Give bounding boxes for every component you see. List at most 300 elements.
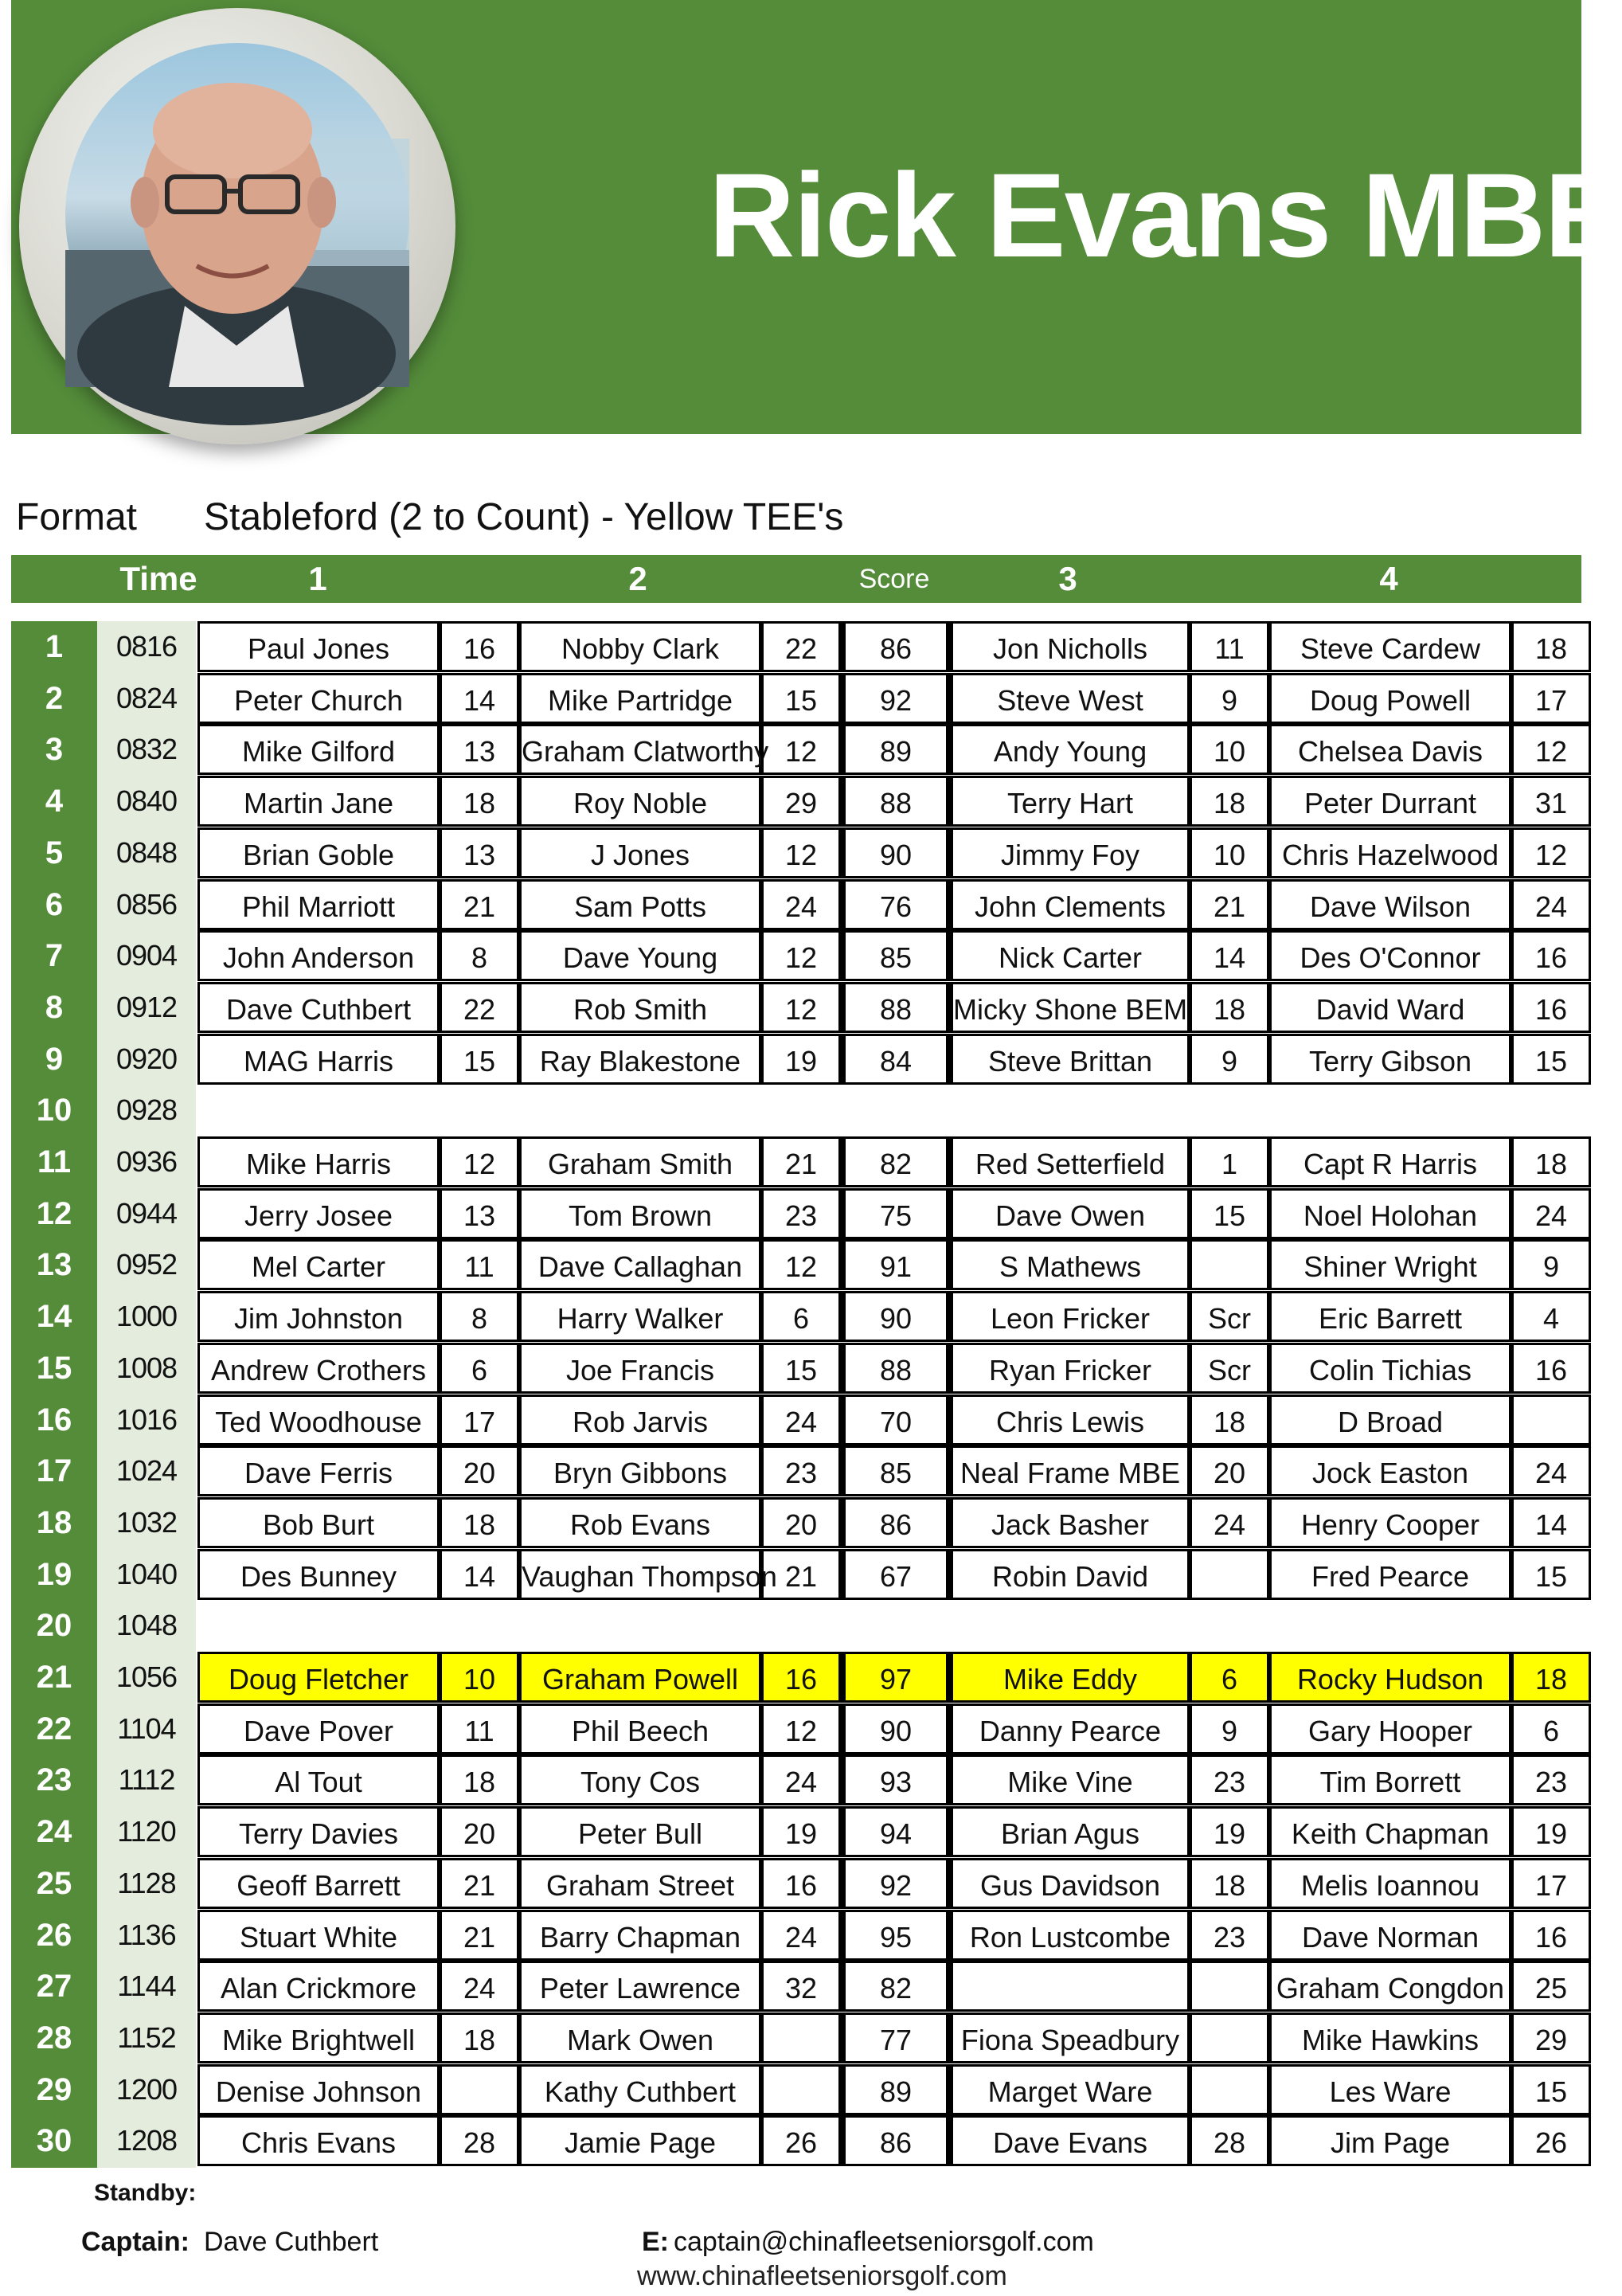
group-number: 9 bbox=[45, 1041, 64, 1077]
captain-name: Dave Cuthbert bbox=[204, 2227, 379, 2257]
group-number: 24 bbox=[36, 1814, 72, 1850]
player-2-cell: Bryn Gibbons bbox=[519, 1445, 761, 1496]
handicap-3-cell bbox=[1190, 2064, 1269, 2115]
column-header-player-3: 3 bbox=[1058, 560, 1077, 597]
group-number: 11 bbox=[37, 1144, 72, 1179]
handicap-3-cell: 23 bbox=[1190, 1910, 1269, 1961]
score-cell: 90 bbox=[841, 1703, 951, 1754]
table-row bbox=[0, 1703, 1593, 1754]
handicap-4-cell: 29 bbox=[1511, 2012, 1591, 2063]
handicap-2-cell: 12 bbox=[761, 930, 841, 981]
handicap-2-cell: 20 bbox=[761, 1497, 841, 1548]
player-4-cell: Jim Page bbox=[1269, 2115, 1511, 2166]
table-row bbox=[0, 621, 1593, 672]
handicap-3-cell bbox=[1190, 1239, 1269, 1290]
table-row bbox=[0, 982, 1593, 1033]
group-number: 5 bbox=[45, 835, 64, 870]
handicap-2-cell: 23 bbox=[761, 1445, 841, 1496]
player-4-cell: Shiner Wright bbox=[1269, 1239, 1511, 1290]
player-3-cell: Danny Pearce bbox=[951, 1703, 1190, 1754]
player-4-cell: Gary Hooper bbox=[1269, 1703, 1511, 1754]
player-1-cell: Terry Davies bbox=[197, 1806, 440, 1857]
group-number: 26 bbox=[36, 1917, 72, 1953]
table-row bbox=[0, 1549, 1593, 1600]
player-1-cell: Denise Johnson bbox=[197, 2064, 440, 2115]
player-1-cell: Andrew Crothers bbox=[197, 1343, 440, 1394]
player-2-cell: Mark Owen bbox=[519, 2012, 761, 2063]
group-number: 16 bbox=[36, 1402, 72, 1437]
handicap-1-cell: 20 bbox=[440, 1806, 519, 1857]
handicap-3-cell: 28 bbox=[1190, 2115, 1269, 2166]
handicap-4-cell: 4 bbox=[1511, 1291, 1591, 1342]
handicap-2-cell: 19 bbox=[761, 1034, 841, 1085]
player-2-cell: Sam Potts bbox=[519, 879, 761, 930]
player-1-cell: Mike Brightwell bbox=[197, 2012, 440, 2063]
player-4-cell: Jock Easton bbox=[1269, 1445, 1511, 1496]
table-row bbox=[0, 1291, 1593, 1342]
player-1-cell: Jerry Josee bbox=[197, 1188, 440, 1239]
group-number: 12 bbox=[36, 1195, 72, 1231]
player-3-cell: Dave Owen bbox=[951, 1188, 1190, 1239]
handicap-3-cell: 24 bbox=[1190, 1497, 1269, 1548]
handicap-4-cell: 12 bbox=[1511, 724, 1591, 775]
column-header-player-4: 4 bbox=[1379, 560, 1398, 597]
score-cell: 88 bbox=[841, 1343, 951, 1394]
player-3-cell: Steve West bbox=[951, 673, 1190, 724]
tee-time: 0904 bbox=[115, 939, 178, 972]
player-3-cell: Steve Brittan bbox=[951, 1034, 1190, 1085]
player-1-cell: Stuart White bbox=[197, 1910, 440, 1961]
handicap-3-cell bbox=[1190, 2012, 1269, 2063]
player-3-cell: Micky Shone BEM bbox=[951, 982, 1190, 1033]
score-cell: 86 bbox=[841, 1497, 951, 1548]
handicap-3-cell bbox=[1190, 1549, 1269, 1600]
handicap-1-cell: 21 bbox=[440, 1910, 519, 1961]
score-cell: 84 bbox=[841, 1034, 951, 1085]
email-label: E: bbox=[642, 2227, 669, 2257]
score-cell: 89 bbox=[841, 2064, 951, 2115]
handicap-4-cell: 24 bbox=[1511, 1445, 1591, 1496]
player-4-cell: Chris Hazelwood bbox=[1269, 827, 1511, 878]
table-row bbox=[0, 776, 1593, 827]
table-row bbox=[0, 2012, 1593, 2063]
player-3-cell bbox=[951, 1961, 1190, 2012]
table-row bbox=[0, 1343, 1593, 1394]
column-header-player-1: 1 bbox=[308, 560, 327, 597]
handicap-1-cell: 13 bbox=[440, 1188, 519, 1239]
player-3-cell: Marget Ware bbox=[951, 2064, 1190, 2115]
group-number: 29 bbox=[36, 2071, 72, 2107]
table-row bbox=[0, 2064, 1593, 2115]
player-4-cell: D Broad bbox=[1269, 1394, 1511, 1445]
handicap-2-cell: 6 bbox=[761, 1291, 841, 1342]
player-1-cell: Martin Jane bbox=[197, 776, 440, 827]
handicap-3-cell: 20 bbox=[1190, 1445, 1269, 1496]
player-4-cell: Dave Wilson bbox=[1269, 879, 1511, 930]
player-3-cell: Ron Lustcombe bbox=[951, 1910, 1190, 1961]
handicap-1-cell: 12 bbox=[440, 1136, 519, 1187]
player-2-cell: J Jones bbox=[519, 827, 761, 878]
tee-time: 1144 bbox=[117, 1969, 176, 2003]
handicap-1-cell: 18 bbox=[440, 2012, 519, 2063]
player-3-cell: S Mathews bbox=[951, 1239, 1190, 1290]
handicap-3-cell: 21 bbox=[1190, 879, 1269, 930]
captain-email-link[interactable]: captain@chinafleetseniorsgolf.com bbox=[674, 2227, 1094, 2257]
player-3-cell: Leon Fricker bbox=[951, 1291, 1190, 1342]
handicap-1-cell: 18 bbox=[440, 1497, 519, 1548]
group-number: 15 bbox=[36, 1350, 72, 1386]
handicap-3-cell: 23 bbox=[1190, 1754, 1269, 1805]
player-1-cell: Chris Evans bbox=[197, 2115, 440, 2166]
tee-time: 0912 bbox=[115, 990, 178, 1023]
player-1-cell: Al Tout bbox=[197, 1754, 440, 1805]
handicap-4-cell: 15 bbox=[1511, 1034, 1591, 1085]
handicap-3-cell: Scr bbox=[1190, 1343, 1269, 1394]
handicap-3-cell: 11 bbox=[1190, 621, 1269, 672]
handicap-2-cell: 24 bbox=[761, 879, 841, 930]
player-4-cell: Les Ware bbox=[1269, 2064, 1511, 2115]
score-cell: 85 bbox=[841, 1445, 951, 1496]
tee-time: 0816 bbox=[115, 630, 178, 663]
handicap-2-cell: 15 bbox=[761, 673, 841, 724]
handicap-4-cell: 12 bbox=[1511, 827, 1591, 878]
handicap-3-cell: 9 bbox=[1190, 1034, 1269, 1085]
handicap-1-cell: 22 bbox=[440, 982, 519, 1033]
handicap-3-cell: Scr bbox=[1190, 1291, 1269, 1342]
table-row bbox=[0, 1858, 1593, 1909]
player-3-cell: Ryan Fricker bbox=[951, 1343, 1190, 1394]
player-2-cell: Tom Brown bbox=[519, 1188, 761, 1239]
group-number: 2 bbox=[45, 680, 64, 716]
handicap-2-cell: 22 bbox=[761, 621, 841, 672]
group-number: 22 bbox=[36, 1711, 72, 1746]
player-2-cell: Graham Street bbox=[519, 1858, 761, 1909]
player-2-cell: Graham Clatworthy bbox=[519, 724, 761, 775]
tee-time: 1056 bbox=[115, 1660, 178, 1693]
player-4-cell: Chelsea Davis bbox=[1269, 724, 1511, 775]
handicap-2-cell: 21 bbox=[761, 1136, 841, 1187]
player-4-cell: Capt R Harris bbox=[1269, 1136, 1511, 1187]
table-row bbox=[0, 1394, 1593, 1445]
player-4-cell: Des O'Connor bbox=[1269, 930, 1511, 981]
handicap-3-cell: 19 bbox=[1190, 1806, 1269, 1857]
score-cell: 91 bbox=[841, 1239, 951, 1290]
player-3-cell: Red Setterfield bbox=[951, 1136, 1190, 1187]
player-3-cell: Mike Eddy bbox=[951, 1652, 1190, 1703]
group-number: 27 bbox=[36, 1969, 72, 2005]
player-1-cell: Paul Jones bbox=[197, 621, 440, 672]
handicap-1-cell: 6 bbox=[440, 1343, 519, 1394]
handicap-1-cell: 24 bbox=[440, 1961, 519, 2012]
score-cell: 70 bbox=[841, 1394, 951, 1445]
table-header bbox=[11, 555, 1581, 603]
player-1-cell: Doug Fletcher bbox=[197, 1652, 440, 1703]
handicap-1-cell: 11 bbox=[440, 1703, 519, 1754]
score-cell: 77 bbox=[841, 2012, 951, 2063]
player-3-cell: John Clements bbox=[951, 879, 1190, 930]
handicap-4-cell: 6 bbox=[1511, 1703, 1591, 1754]
handicap-2-cell: 29 bbox=[761, 776, 841, 827]
website-line bbox=[637, 2261, 1274, 2291]
handicap-4-cell: 25 bbox=[1511, 1961, 1591, 2012]
table-row bbox=[0, 673, 1593, 724]
tee-time: 0832 bbox=[115, 733, 178, 766]
player-3-cell: Mike Vine bbox=[951, 1754, 1190, 1805]
player-4-cell: Eric Barrett bbox=[1269, 1291, 1511, 1342]
table-row bbox=[0, 724, 1593, 775]
player-2-cell: Dave Callaghan bbox=[519, 1239, 761, 1290]
captain-line bbox=[81, 2222, 190, 2262]
player-2-cell: Rob Jarvis bbox=[519, 1394, 761, 1445]
player-3-cell: Jon Nicholls bbox=[951, 621, 1190, 672]
handicap-3-cell: 10 bbox=[1190, 724, 1269, 775]
handicap-2-cell: 19 bbox=[761, 1806, 841, 1857]
player-1-cell: Dave Cuthbert bbox=[197, 982, 440, 1033]
handicap-4-cell: 17 bbox=[1511, 1858, 1591, 1909]
player-4-cell: Graham Congdon bbox=[1269, 1961, 1511, 2012]
handicap-4-cell: 26 bbox=[1511, 2115, 1591, 2166]
handicap-1-cell: 21 bbox=[440, 1858, 519, 1909]
player-3-cell: Nick Carter bbox=[951, 930, 1190, 981]
format-value: Stableford (2 to Count) - Yellow TEE's bbox=[204, 496, 844, 538]
tee-time: 1040 bbox=[115, 1557, 178, 1590]
player-3-cell: Chris Lewis bbox=[951, 1394, 1190, 1445]
player-2-cell: Joe Francis bbox=[519, 1343, 761, 1394]
handicap-2-cell: 16 bbox=[761, 1652, 841, 1703]
player-3-cell: Gus Davidson bbox=[951, 1858, 1190, 1909]
table-row bbox=[0, 1085, 1593, 1136]
player-3-cell: Dave Evans bbox=[951, 2115, 1190, 2166]
tee-time: 1104 bbox=[117, 1711, 176, 1745]
handicap-4-cell: 9 bbox=[1511, 1239, 1591, 1290]
player-4-cell: Steve Cardew bbox=[1269, 621, 1511, 672]
player-4-cell: Colin Tichias bbox=[1269, 1343, 1511, 1394]
tee-time: 0928 bbox=[115, 1093, 178, 1127]
table-row bbox=[0, 1961, 1593, 2012]
player-2-cell: Graham Powell bbox=[519, 1652, 761, 1703]
table-row bbox=[0, 1497, 1593, 1548]
player-1-cell: Dave Ferris bbox=[197, 1445, 440, 1496]
player-1-cell: Mike Gilford bbox=[197, 724, 440, 775]
table-row bbox=[0, 1910, 1593, 1961]
handicap-4-cell: 31 bbox=[1511, 776, 1591, 827]
avatar bbox=[65, 43, 409, 387]
handicap-1-cell: 20 bbox=[440, 1445, 519, 1496]
handicap-2-cell: 24 bbox=[761, 1394, 841, 1445]
handicap-1-cell: 17 bbox=[440, 1394, 519, 1445]
player-3-cell: Andy Young bbox=[951, 724, 1190, 775]
table-row bbox=[0, 1600, 1593, 1651]
handicap-1-cell: 21 bbox=[440, 879, 519, 930]
website-text: www.chinafleetseniorsgolf.com bbox=[637, 2261, 1007, 2291]
handicap-1-cell: 13 bbox=[440, 724, 519, 775]
player-1-cell: Brian Goble bbox=[197, 827, 440, 878]
handicap-4-cell: 14 bbox=[1511, 1497, 1591, 1548]
page-title: Rick Evans MBE bbox=[709, 148, 1622, 282]
player-1-cell: Peter Church bbox=[197, 673, 440, 724]
handicap-4-cell: 15 bbox=[1511, 1549, 1591, 1600]
score-cell: 86 bbox=[841, 621, 951, 672]
score-cell: 95 bbox=[841, 1910, 951, 1961]
handicap-1-cell: 10 bbox=[440, 1652, 519, 1703]
score-cell: 82 bbox=[841, 1136, 951, 1187]
column-header-time: Time bbox=[119, 560, 197, 597]
player-2-cell: Tony Cos bbox=[519, 1754, 761, 1805]
group-number: 23 bbox=[36, 1762, 72, 1798]
tee-time: 1120 bbox=[117, 1815, 176, 1848]
player-1-cell: MAG Harris bbox=[197, 1034, 440, 1085]
group-number: 13 bbox=[36, 1247, 72, 1283]
handicap-3-cell: 10 bbox=[1190, 827, 1269, 878]
table-row bbox=[0, 930, 1593, 981]
group-number: 4 bbox=[45, 784, 64, 819]
player-1-cell: Geoff Barrett bbox=[197, 1858, 440, 1909]
player-3-cell: Jack Basher bbox=[951, 1497, 1190, 1548]
score-cell: 76 bbox=[841, 879, 951, 930]
handicap-4-cell: 16 bbox=[1511, 982, 1591, 1033]
score-cell: 88 bbox=[841, 776, 951, 827]
player-2-cell: Phil Beech bbox=[519, 1703, 761, 1754]
group-number: 1 bbox=[45, 629, 64, 664]
handicap-1-cell bbox=[440, 2064, 519, 2115]
group-number: 21 bbox=[36, 1660, 72, 1695]
player-2-cell: Barry Chapman bbox=[519, 1910, 761, 1961]
player-2-cell: Ray Blakestone bbox=[519, 1034, 761, 1085]
tee-time: 1016 bbox=[115, 1402, 178, 1436]
tee-time: 1128 bbox=[117, 1866, 176, 1899]
player-1-cell: Alan Crickmore bbox=[197, 1961, 440, 2012]
handicap-1-cell: 28 bbox=[440, 2115, 519, 2166]
handicap-1-cell: 16 bbox=[440, 621, 519, 672]
handicap-1-cell: 8 bbox=[440, 930, 519, 981]
player-4-cell: Terry Gibson bbox=[1269, 1034, 1511, 1085]
handicap-2-cell: 32 bbox=[761, 1961, 841, 2012]
player-4-cell: Doug Powell bbox=[1269, 673, 1511, 724]
handicap-2-cell: 12 bbox=[761, 982, 841, 1033]
table-row bbox=[0, 1445, 1593, 1496]
tee-time: 1112 bbox=[118, 1763, 175, 1797]
handicap-1-cell: 8 bbox=[440, 1291, 519, 1342]
score-cell: 82 bbox=[841, 1961, 951, 2012]
player-1-cell: Bob Burt bbox=[197, 1497, 440, 1548]
handicap-4-cell: 19 bbox=[1511, 1806, 1591, 1857]
group-number: 17 bbox=[36, 1453, 72, 1489]
handicap-4-cell: 17 bbox=[1511, 673, 1591, 724]
group-number: 8 bbox=[45, 989, 64, 1025]
handicap-3-cell: 18 bbox=[1190, 1394, 1269, 1445]
player-2-cell: Roy Noble bbox=[519, 776, 761, 827]
table-row bbox=[0, 879, 1593, 930]
tee-time: 1024 bbox=[115, 1454, 178, 1488]
tee-time: 1008 bbox=[115, 1351, 178, 1384]
handicap-2-cell: 12 bbox=[761, 724, 841, 775]
column-header-score: Score bbox=[858, 564, 930, 594]
player-1-cell: Mike Harris bbox=[197, 1136, 440, 1187]
group-number: 10 bbox=[36, 1093, 72, 1128]
tee-time: 1032 bbox=[115, 1505, 178, 1539]
player-1-cell: Dave Pover bbox=[197, 1703, 440, 1754]
player-2-cell: Peter Bull bbox=[519, 1806, 761, 1857]
tee-time: 0936 bbox=[115, 1145, 178, 1178]
handicap-3-cell: 18 bbox=[1190, 982, 1269, 1033]
tee-time: 1000 bbox=[115, 1300, 178, 1333]
standby-label: Standby: bbox=[94, 2180, 197, 2206]
player-2-cell: Rob Evans bbox=[519, 1497, 761, 1548]
player-4-cell: Tim Borrett bbox=[1269, 1754, 1511, 1805]
player-1-cell: Jim Johnston bbox=[197, 1291, 440, 1342]
player-1-cell: Phil Marriott bbox=[197, 879, 440, 930]
player-1-cell: Mel Carter bbox=[197, 1239, 440, 1290]
handicap-2-cell: 16 bbox=[761, 1858, 841, 1909]
handicap-4-cell: 18 bbox=[1511, 1136, 1591, 1187]
group-number: 7 bbox=[45, 938, 64, 974]
handicap-1-cell: 15 bbox=[440, 1034, 519, 1085]
tee-time: 1152 bbox=[117, 2020, 176, 2054]
score-cell: 85 bbox=[841, 930, 951, 981]
score-cell: 75 bbox=[841, 1188, 951, 1239]
player-4-cell: Rocky Hudson bbox=[1269, 1652, 1511, 1703]
player-4-cell: Henry Cooper bbox=[1269, 1497, 1511, 1548]
player-4-cell: Fred Pearce bbox=[1269, 1549, 1511, 1600]
table-row bbox=[0, 1034, 1593, 1085]
handicap-2-cell: 24 bbox=[761, 1754, 841, 1805]
handicap-3-cell: 9 bbox=[1190, 673, 1269, 724]
group-number: 6 bbox=[45, 886, 64, 922]
format-label: Format bbox=[16, 496, 138, 538]
handicap-2-cell bbox=[761, 2064, 841, 2115]
player-4-cell: Mike Hawkins bbox=[1269, 2012, 1511, 2063]
handicap-2-cell: 12 bbox=[761, 1239, 841, 1290]
handicap-2-cell: 12 bbox=[761, 827, 841, 878]
handicap-4-cell: 15 bbox=[1511, 2064, 1591, 2115]
player-1-cell: Ted Woodhouse bbox=[197, 1394, 440, 1445]
column-header-player-2: 2 bbox=[628, 560, 647, 597]
handicap-4-cell bbox=[1511, 1394, 1591, 1445]
handicap-2-cell: 26 bbox=[761, 2115, 841, 2166]
handicap-4-cell: 16 bbox=[1511, 1343, 1591, 1394]
handicap-2-cell: 24 bbox=[761, 1910, 841, 1961]
handicap-3-cell: 9 bbox=[1190, 1703, 1269, 1754]
handicap-1-cell: 13 bbox=[440, 827, 519, 878]
player-3-cell: Terry Hart bbox=[951, 776, 1190, 827]
handicap-1-cell: 14 bbox=[440, 673, 519, 724]
player-2-cell: Jamie Page bbox=[519, 2115, 761, 2166]
player-4-cell: Peter Durrant bbox=[1269, 776, 1511, 827]
tee-time: 1136 bbox=[117, 1918, 176, 1951]
score-cell: 92 bbox=[841, 1858, 951, 1909]
table-row bbox=[0, 2115, 1593, 2166]
handicap-4-cell: 16 bbox=[1511, 1910, 1591, 1961]
player-1-cell: Des Bunney bbox=[197, 1549, 440, 1600]
score-cell: 90 bbox=[841, 1291, 951, 1342]
tee-time: 1200 bbox=[115, 2072, 178, 2106]
player-3-cell: Fiona Speadbury bbox=[951, 2012, 1190, 2063]
group-number: 19 bbox=[36, 1556, 72, 1592]
handicap-4-cell: 24 bbox=[1511, 1188, 1591, 1239]
handicap-3-cell: 18 bbox=[1190, 1858, 1269, 1909]
player-2-cell: Kathy Cuthbert bbox=[519, 2064, 761, 2115]
handicap-3-cell: 18 bbox=[1190, 776, 1269, 827]
group-number: 14 bbox=[36, 1299, 72, 1335]
handicap-4-cell: 23 bbox=[1511, 1754, 1591, 1805]
handicap-1-cell: 14 bbox=[440, 1549, 519, 1600]
player-2-cell: Vaughan Thompson bbox=[519, 1549, 761, 1600]
player-3-cell: Robin David bbox=[951, 1549, 1190, 1600]
handicap-2-cell bbox=[761, 2012, 841, 2063]
score-cell: 88 bbox=[841, 982, 951, 1033]
tee-time: 0848 bbox=[115, 835, 178, 869]
table-row bbox=[0, 1652, 1593, 1703]
